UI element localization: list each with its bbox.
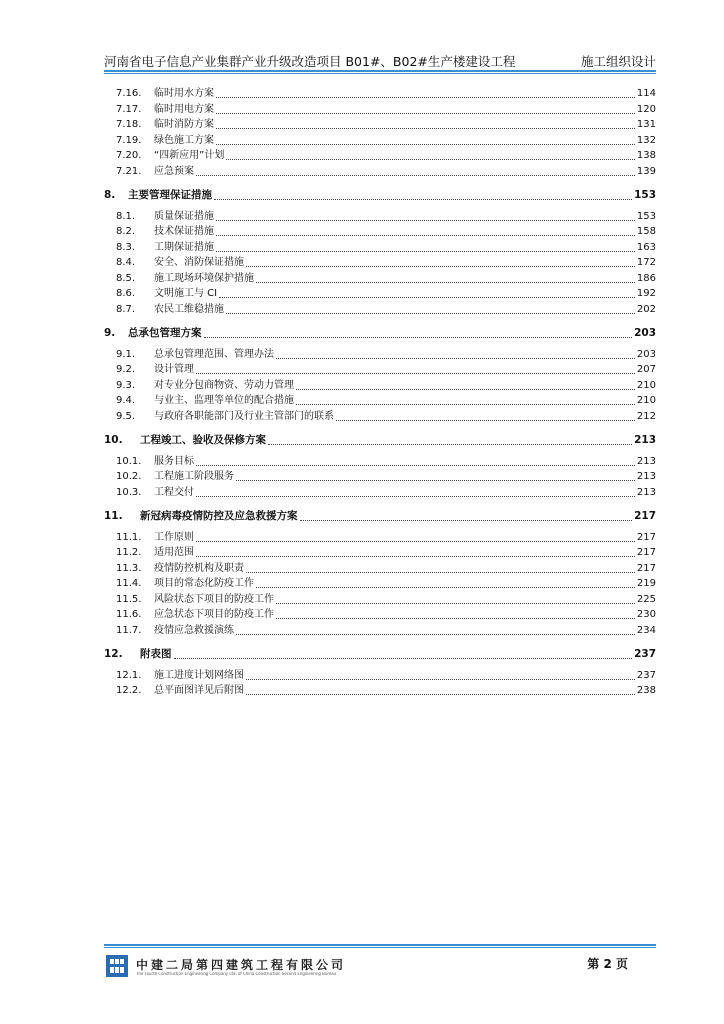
- toc-number: 9.4.: [116, 395, 136, 406]
- toc-section-row[interactable]: [104, 469, 656, 485]
- toc-section-row[interactable]: [104, 592, 656, 608]
- toc-section-row[interactable]: [104, 362, 656, 378]
- company-logo-icon: [106, 955, 128, 977]
- toc-page-number: 234: [636, 624, 656, 636]
- toc-label: 设计管理: [154, 364, 194, 375]
- toc-leader-dots: [196, 465, 635, 466]
- toc-leader-dots: [300, 520, 632, 521]
- page-header: [104, 52, 656, 70]
- toc-section-row[interactable]: [104, 209, 656, 225]
- toc-leader-dots: [236, 634, 635, 635]
- toc-leader-dots: [246, 572, 635, 573]
- toc-number: 11.3.: [116, 562, 142, 574]
- toc-leader-dots: [276, 618, 635, 619]
- toc-number: 11.4.: [116, 578, 142, 589]
- toc-label: 疫情防控机构及职责: [154, 562, 244, 574]
- toc-leader-dots: [219, 297, 635, 298]
- toc-page-number: 217: [636, 562, 656, 574]
- toc-section-row[interactable]: [104, 409, 656, 425]
- page-number: 第 2 页: [587, 957, 628, 971]
- toc-leader-dots: [196, 541, 635, 542]
- footer-rule-thin: [104, 947, 656, 948]
- toc-number: 11.: [104, 510, 123, 522]
- toc-number: 11.6.: [116, 609, 142, 620]
- toc-page-number: 203: [636, 348, 656, 360]
- toc-leader-dots: [196, 175, 635, 176]
- toc-label: 临时消防方案: [154, 119, 214, 130]
- toc-number: 9.5.: [116, 410, 136, 422]
- footer-company-name-en: The Fourth Construction Engineering Company Ltd. of China Construction Second Engineering Bureau: [136, 972, 337, 977]
- toc-label: 总承包管理方案: [128, 327, 202, 339]
- toc-page-number: 237: [636, 669, 656, 681]
- toc-number: 10.1.: [116, 455, 142, 467]
- toc-label: 工程施工阶段服务: [154, 471, 234, 482]
- toc-label: 总平面图详见后附图: [154, 685, 244, 696]
- toc-leader-dots: [216, 235, 635, 236]
- toc-label: 新冠病毒疫情防控及应急救援方案: [140, 510, 298, 522]
- toc-section-row[interactable]: [104, 561, 656, 577]
- toc-page-number: 131: [636, 119, 656, 130]
- toc-label: 安全、消防保证措施: [154, 257, 244, 268]
- toc-page-number: 238: [636, 685, 656, 696]
- toc-page-number: 217: [636, 531, 656, 543]
- toc-page-number: 230: [636, 609, 656, 620]
- toc-leader-dots: [276, 358, 635, 359]
- toc-page-number: 153: [636, 210, 656, 222]
- toc-section-row[interactable]: [104, 102, 656, 118]
- toc-label: 应急预案: [154, 165, 194, 177]
- toc-leader-dots: [216, 251, 635, 252]
- toc-chapter-row[interactable]: [104, 647, 656, 663]
- toc-page-number: 217: [634, 510, 656, 522]
- toc-section-row[interactable]: [104, 347, 656, 363]
- toc-label: 与政府各职能部门及行业主管部门的联系: [154, 410, 334, 422]
- toc-label: 工期保证措施: [154, 241, 214, 253]
- toc-section-row[interactable]: [104, 378, 656, 394]
- toc-leader-dots: [196, 556, 635, 557]
- toc-leader-dots: [296, 404, 635, 405]
- toc-leader-dots: [216, 113, 635, 114]
- toc-section-row[interactable]: [104, 117, 656, 133]
- toc-section-row[interactable]: [104, 683, 656, 699]
- toc-section-row[interactable]: [104, 454, 656, 470]
- toc-label: 文明施工与 CI: [154, 288, 218, 299]
- toc-page-number: 213: [636, 471, 656, 482]
- footer-rule: [104, 944, 656, 946]
- toc-section-row[interactable]: [104, 224, 656, 240]
- toc-section-row[interactable]: [104, 393, 656, 409]
- toc-page-number: 213: [636, 486, 656, 498]
- toc-leader-dots: [336, 420, 635, 421]
- toc-label: 服务目标: [154, 455, 194, 467]
- toc-page-number: 225: [636, 593, 656, 605]
- toc-number: 8.1.: [116, 210, 136, 222]
- toc-page-number: 219: [636, 578, 656, 589]
- toc-section-row[interactable]: [104, 530, 656, 546]
- toc-page-number: 213: [634, 434, 656, 446]
- toc-section-row[interactable]: [104, 133, 656, 149]
- toc-label: 与业主、监理等单位的配合措施: [154, 395, 294, 406]
- toc-number: 11.5.: [116, 593, 142, 605]
- toc-page-number: 172: [636, 257, 656, 268]
- toc-chapter-row[interactable]: [104, 188, 656, 204]
- toc-number: 8.2.: [116, 226, 136, 237]
- toc-page-number: 217: [636, 547, 656, 558]
- toc-leader-dots: [226, 313, 635, 314]
- toc-label: 适用范围: [154, 547, 194, 558]
- toc-leader-dots: [256, 587, 635, 588]
- footer-company-name: 中建二局第四建筑工程有限公司: [136, 958, 347, 972]
- toc-label: 农民工维稳措施: [154, 303, 224, 315]
- toc-section-row[interactable]: [104, 576, 656, 592]
- toc-page-number: 237: [634, 648, 656, 660]
- toc-leader-dots: [196, 373, 635, 374]
- toc-leader-dots: [296, 389, 635, 390]
- toc-label: 总承包管理范围、管理办法: [154, 348, 274, 360]
- toc-number: 12.1.: [116, 669, 142, 681]
- toc-number: 11.2.: [116, 547, 142, 558]
- toc-leader-dots: [214, 199, 632, 200]
- toc-label: 对专业分包商物资、劳动力管理: [154, 379, 294, 391]
- toc-page-number: 213: [636, 455, 656, 467]
- toc-label: 项目的常态化防疫工作: [154, 578, 254, 589]
- toc-number: 12.2.: [116, 685, 142, 696]
- header-doc-type: 施工组织设计: [580, 54, 656, 69]
- toc-label: 风险状态下项目的防疫工作: [154, 593, 274, 605]
- toc-number: 8.5.: [116, 272, 136, 284]
- toc-page-number: 120: [636, 103, 656, 115]
- toc-section-row[interactable]: [104, 607, 656, 623]
- toc-label: 附表图: [140, 648, 172, 660]
- toc-page-number: 203: [634, 327, 656, 339]
- toc-section-row[interactable]: [104, 485, 656, 501]
- toc-leader-dots: [246, 679, 635, 680]
- toc-page-number: 163: [636, 241, 656, 253]
- header-rule: [104, 70, 656, 72]
- toc-page-number: 210: [636, 395, 656, 406]
- toc-page-number: 158: [636, 226, 656, 237]
- toc-section-row[interactable]: [104, 86, 656, 102]
- toc-section-row[interactable]: [104, 286, 656, 302]
- toc-section-row[interactable]: [104, 148, 656, 164]
- toc-section-row[interactable]: [104, 240, 656, 256]
- toc-leader-dots: [216, 220, 635, 221]
- toc-section-row[interactable]: [104, 302, 656, 318]
- toc-page-number: 212: [636, 410, 656, 422]
- toc-label: “四新应用”计划: [154, 150, 225, 161]
- toc-label: 施工进度计划网络图: [154, 669, 244, 681]
- toc-label: 质量保证措施: [154, 210, 214, 222]
- toc-label: 应急状态下项目的防疫工作: [154, 609, 274, 620]
- toc-label: 工程交付: [154, 486, 194, 498]
- toc-page-number: 210: [636, 379, 656, 391]
- table-of-contents: [104, 86, 656, 699]
- toc-leader-dots: [236, 480, 635, 481]
- toc-page-number: 132: [636, 134, 656, 146]
- toc-section-row[interactable]: [104, 545, 656, 561]
- header-rule-thin: [104, 73, 656, 74]
- toc-number: 7.19.: [116, 134, 142, 146]
- toc-number: 11.7.: [116, 624, 142, 636]
- toc-number: 11.1.: [116, 531, 142, 543]
- toc-page-number: 192: [636, 288, 656, 299]
- toc-page-number: 139: [636, 165, 656, 177]
- toc-section-row[interactable]: [104, 668, 656, 684]
- toc-label: 临时用电方案: [154, 103, 214, 115]
- toc-label: 绿色施工方案: [154, 134, 214, 146]
- toc-leader-dots: [216, 97, 635, 98]
- toc-leader-dots: [256, 282, 635, 283]
- toc-leader-dots: [246, 694, 635, 695]
- toc-number: 7.21.: [116, 165, 142, 177]
- toc-label: 工程竣工、验收及保修方案: [140, 434, 266, 446]
- toc-chapter-row[interactable]: [104, 509, 656, 525]
- toc-section-row[interactable]: [104, 271, 656, 287]
- toc-leader-dots: [226, 159, 635, 160]
- toc-page-number: 207: [636, 364, 656, 375]
- toc-chapter-row[interactable]: [104, 326, 656, 342]
- toc-number: 9.: [104, 327, 116, 339]
- toc-number: 10.3.: [116, 486, 142, 498]
- toc-number: 7.16.: [116, 88, 142, 99]
- toc-leader-dots: [246, 266, 635, 267]
- toc-leader-dots: [204, 337, 632, 338]
- toc-leader-dots: [174, 658, 632, 659]
- toc-number: 7.20.: [116, 150, 142, 161]
- toc-number: 8.4.: [116, 257, 136, 268]
- toc-page-number: 186: [636, 272, 656, 284]
- toc-number: 9.3.: [116, 379, 136, 391]
- toc-label: 疫情应急救援演练: [154, 624, 234, 636]
- toc-leader-dots: [216, 128, 635, 129]
- toc-number: 12.: [104, 648, 123, 660]
- toc-page-number: 153: [634, 189, 656, 201]
- toc-page-number: 138: [636, 150, 656, 161]
- header-title: 河南省电子信息产业集群产业升级改造项目 B01#、B02#生产楼建设工程: [104, 54, 516, 69]
- toc-section-row[interactable]: [104, 164, 656, 180]
- toc-label: 施工现场环境保护措施: [154, 272, 254, 284]
- toc-leader-dots: [216, 144, 635, 145]
- toc-section-row[interactable]: [104, 623, 656, 639]
- toc-chapter-row[interactable]: [104, 433, 656, 449]
- toc-number: 8.6.: [116, 288, 136, 299]
- toc-number: 8.: [104, 189, 116, 201]
- toc-number: 7.17.: [116, 103, 142, 115]
- toc-page-number: 202: [636, 303, 656, 315]
- toc-number: 7.18.: [116, 119, 142, 130]
- toc-label: 技术保证措施: [154, 226, 214, 237]
- toc-label: 主要管理保证措施: [128, 189, 212, 201]
- toc-section-row[interactable]: [104, 255, 656, 271]
- toc-label: 工作原则: [154, 531, 194, 543]
- toc-leader-dots: [196, 496, 635, 497]
- toc-number: 9.1.: [116, 348, 136, 360]
- toc-number: 8.3.: [116, 241, 136, 253]
- toc-number: 10.2.: [116, 471, 142, 482]
- toc-page-number: 114: [636, 88, 656, 99]
- toc-number: 8.7.: [116, 303, 136, 315]
- toc-number: 9.2.: [116, 364, 136, 375]
- toc-leader-dots: [276, 603, 635, 604]
- toc-leader-dots: [268, 444, 632, 445]
- toc-label: 临时用水方案: [154, 88, 214, 99]
- toc-number: 10.: [104, 434, 123, 446]
